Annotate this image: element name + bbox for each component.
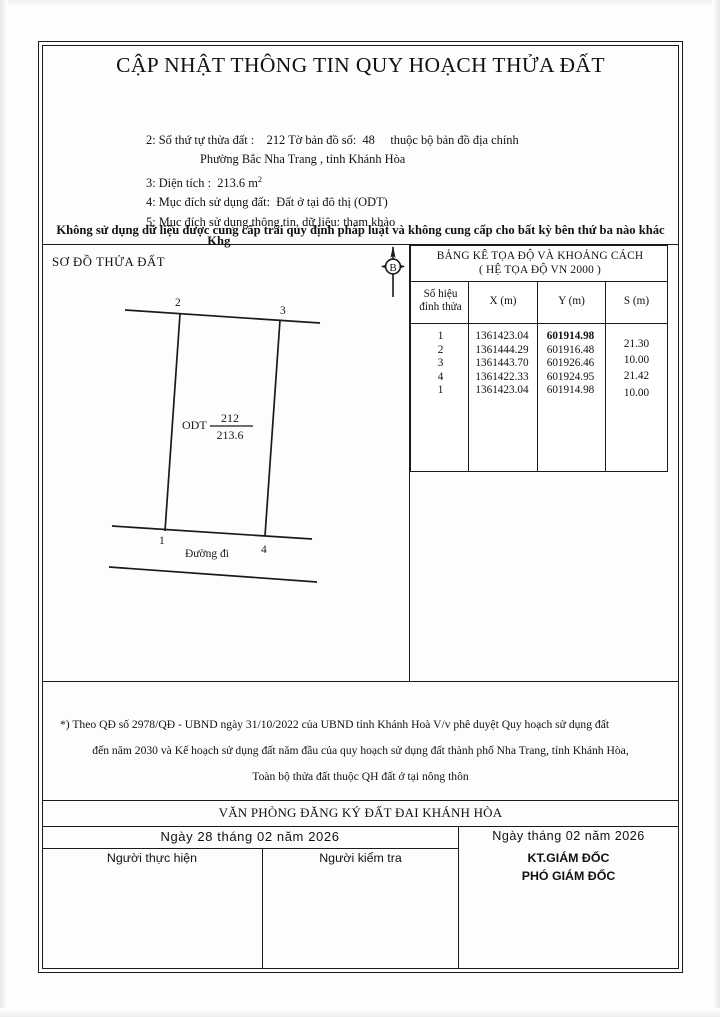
rule-above-office-title	[42, 800, 679, 801]
cell-y: 601924.95	[546, 370, 595, 383]
sketch-vertex-label-3: 3	[280, 305, 286, 317]
signature-date-left: Ngày 28 tháng 02 năm 2026	[160, 829, 340, 844]
sketch-left-edge	[165, 314, 180, 531]
coordinate-table-header-x: X (m)	[489, 295, 517, 307]
cell-vertex-id: 2	[437, 343, 444, 356]
note-line-2: đến năm 2030 và Kế hoạch sử dụng đất năm đầu của quy hoạch sử dụng đất thành phố Nha Trang, tỉnh Khánh Hòa,	[92, 744, 629, 757]
page-edge-top	[0, 0, 720, 7]
note-line-3: Toàn bộ thửa đất thuộc QH đất ở tại nông thôn	[252, 770, 469, 783]
cell-y: 601926.46	[546, 357, 595, 370]
cell-vertex-id: 1	[437, 384, 444, 397]
cell-vertex-id: 3	[437, 357, 444, 370]
planning-decision-note	[52, 712, 669, 790]
signature-director-title	[459, 849, 678, 885]
rule-left-of-director-cell	[458, 826, 459, 969]
cell-vertex-id: 4	[437, 370, 444, 383]
cell-x: 1361443.70	[475, 357, 529, 370]
signature-role-checker: Người kiểm tra	[319, 851, 402, 865]
usage-warning-ghost-text: Khg	[207, 234, 231, 248]
coordinate-table-header-s: S (m)	[623, 295, 650, 307]
info-line-parcel-number: 2: Số thứ tự thửa đất : 212 Tờ bản đồ số: 48 thuộc bộ bản đồ địa chính	[146, 133, 519, 147]
info-line-land-use: 4: Mục đích sử dụng đất: Đất ở tại đô thị (ODT)	[146, 195, 388, 210]
sketch-bottom-boundary-line	[112, 526, 312, 539]
usage-warning-part-b: ung cấp trái quy định pháp luật và không cung cấp cho bất kỳ bên thứ ba nào khác	[218, 223, 665, 237]
sketch-vertex-label-4: 4	[261, 544, 267, 556]
sketch-vertex-label-2: 2	[175, 297, 181, 309]
cell-y: 601916.48	[546, 343, 595, 356]
signature-role-executor: Người thực hiện	[106, 851, 198, 865]
office-title: VĂN PHÒNG ĐĂNG KÝ ĐẤT ĐAI KHÁNH HÒA	[218, 805, 503, 820]
sketch-parcel-number: 212	[221, 411, 239, 425]
info-area-label: 3: Diện tích : 213.6 m	[146, 175, 258, 190]
rule-between-signature-cells	[262, 848, 263, 969]
coordinate-table-distances	[606, 336, 667, 401]
coordinate-table-title	[411, 249, 669, 277]
usage-warning-part-a: Không sử dụng dữ liệu được c	[56, 223, 219, 237]
cell-x: 1361423.04	[475, 384, 529, 397]
sketch-road-label: Đường đi	[185, 548, 229, 560]
page-title: CẬP NHẬT THÔNG TIN QUY HOẠCH THỬA ĐẤT	[116, 53, 605, 77]
compass-north-icon	[378, 245, 408, 303]
sketch-top-boundary-line	[125, 310, 320, 323]
usage-warning	[42, 223, 679, 248]
signature-director-line2: PHÓ GIÁM ĐỐC	[521, 869, 616, 883]
rule-above-note	[42, 681, 679, 682]
coordinate-table-header-rule	[411, 323, 667, 324]
info-line-area	[42, 170, 679, 194]
page-edge-left	[0, 0, 8, 1017]
coordinate-table-header-id-line2: đỉnh thửa	[419, 301, 462, 313]
coordinate-table-title-line2: ( HỆ TỌA ĐỘ VN 2000 )	[478, 264, 602, 276]
cell-x: 1361422.33	[475, 370, 529, 383]
coordinate-table	[410, 245, 668, 472]
coordinate-table-header-id	[413, 288, 468, 314]
coordinate-table-header-y: Y (m)	[558, 295, 585, 307]
cell-distance: 21.42	[623, 370, 650, 383]
sketch-parcel-area: 213.6	[216, 428, 244, 442]
cell-y: 601914.98	[546, 330, 595, 342]
signature-director-line1: KT.GIÁM ĐỐC	[527, 851, 610, 865]
coordinate-table-header-id-line1: Số hiệu	[423, 288, 458, 300]
note-line-1: *) Theo QĐ số 2978/QĐ - UBND ngày 31/10/2022 của UBND tỉnh Khánh Hoà V/v phê duyệt Quy hoạch sử dụng đất	[60, 718, 610, 731]
coordinate-table-title-line1: BẢNG KÊ TỌA ĐỘ VÀ KHOẢNG CÁCH	[436, 250, 644, 262]
signature-date-right: Ngày tháng 02 năm 2026	[492, 829, 645, 843]
cell-distance: 21.30	[623, 338, 650, 350]
compass-label: B	[389, 261, 397, 274]
parcel-info-block	[42, 131, 679, 232]
parcel-sketch	[42, 244, 409, 681]
rule-below-left-date	[42, 848, 458, 849]
sketch-pane-label: SƠ ĐỒ THỬA ĐẤT	[52, 255, 166, 269]
sketch-land-type-label: ODT	[182, 418, 207, 432]
sketch-right-edge	[265, 320, 280, 536]
cell-y: 601914.98	[546, 384, 595, 397]
info-line-ward: Phường Bắc Nha Trang , tỉnh Khánh Hòa	[200, 152, 406, 167]
sketch-road-far-edge	[109, 567, 317, 582]
cell-vertex-id: 1	[437, 330, 444, 342]
coordinate-table-title-rule	[411, 281, 667, 282]
cell-distance: 10.00	[623, 354, 650, 367]
sketch-vertex-label-1: 1	[159, 535, 165, 547]
page-edge-bottom	[0, 1008, 720, 1017]
cell-x: 1361444.29	[475, 343, 529, 356]
info-line-data-purpose: 5: Mục đích sử dụng thông tin, dữ liệu: tham khảo	[146, 214, 396, 229]
info-area-superscript: 2	[257, 174, 263, 184]
cell-distance: 10.00	[623, 386, 650, 399]
rule-below-office-title	[42, 826, 679, 827]
page-edge-right	[712, 0, 720, 1017]
cell-x: 1361423.04	[475, 330, 529, 342]
